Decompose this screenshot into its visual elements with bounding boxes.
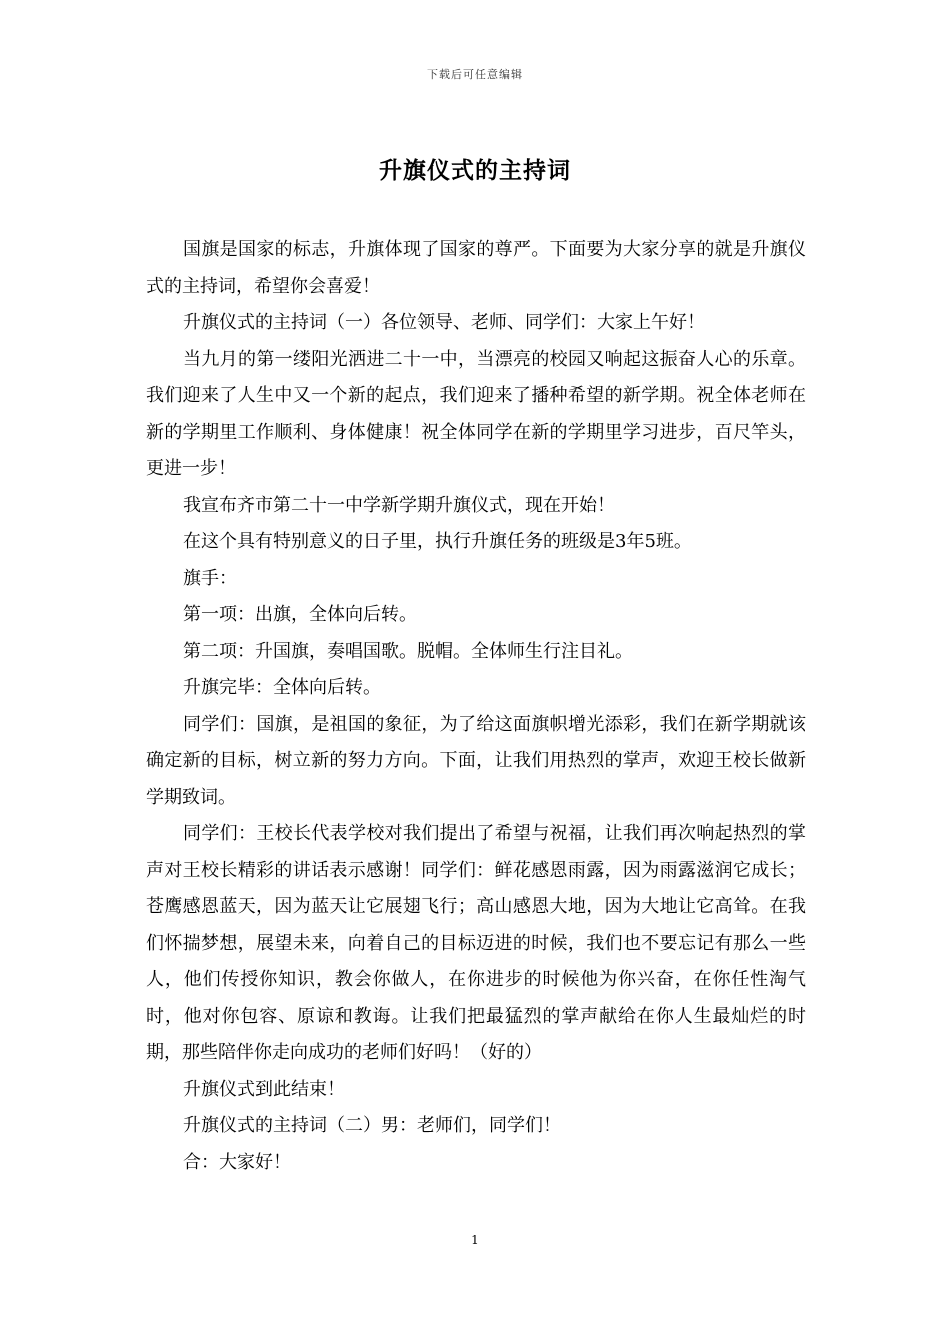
paragraph: 升旗仪式到此结束！: [183, 1078, 345, 1100]
paragraph: 同学们：国旗，是祖国的象征，为了给这面旗帜增光添彩，我们在新学期就该确定新的目标，树立新的努力方向。下面，让我们用热烈的掌声，欢迎王校长做新学期致词。: [146, 713, 806, 808]
page-number: 1: [471, 1233, 479, 1247]
paragraph: 第二项：升国旗，奏唱国歌。脱帽。全体师生行注目礼。: [183, 640, 633, 662]
paragraph: 旗手：: [183, 567, 237, 589]
paragraph: 升旗仪式的主持词（二）男：老师们，同学们！: [183, 1115, 561, 1136]
page-header: 下载后可任意编辑: [427, 68, 523, 81]
paragraph: 我宣布齐市第二十一中学新学期升旗仪式，现在开始！: [183, 494, 615, 516]
paragraph: 升旗完毕：全体向后转。: [183, 677, 381, 698]
paragraph: 在这个具有特别意义的日子里，执行升旗任务的班级是3年5班。: [183, 531, 692, 552]
paragraph: 升旗仪式的主持词（一）各位领导、老师、同学们：大家上午好！: [183, 312, 705, 333]
document-title: 升旗仪式的主持词: [379, 157, 571, 184]
paragraph: 当九月的第一缕阳光洒进二十一中，当漂亮的校园又响起这振奋人心的乐章。我们迎来了人生中又一个新的起点，我们迎来了播种希望的新学期。祝全体老师在新的学期里工作顺利、身体健康！祝全体同学在新的学期里学习进步，百尺竿头，更进一步！: [146, 348, 806, 479]
paragraph: 合：大家好！: [183, 1151, 291, 1173]
paragraph: 同学们：王校长代表学校对我们提出了希望与祝福，让我们再次响起热烈的掌声对王校长精彩的讲话表示感谢！同学们：鲜花感恩雨露，因为雨露滋润它成长；苍鹰感恩蓝天，因为蓝天让它展翅飞行；高山感恩大地，因为大地让它高耸。在我们怀揣梦想，展望未来，向着自己的目标迈进的时候，我们也不要忘记有那么一些人，他们传授你知识，教会你做人，在你进步的时候他为你兴奋，在你任性淘气时，他对你包容、原谅和教诲。让我们把最猛烈的掌声献给在你人生最灿烂的时期，那些陪伴你走向成功的老师们好吗！（好的）: [146, 823, 806, 1063]
document-body: [146, 232, 806, 1181]
paragraph: 国旗是国家的标志，升旗体现了国家的尊严。下面要为大家分享的就是升旗仪式的主持词，希望你会喜爱！: [146, 239, 806, 297]
paragraph: 第一项：出旗，全体向后转。: [183, 604, 417, 625]
